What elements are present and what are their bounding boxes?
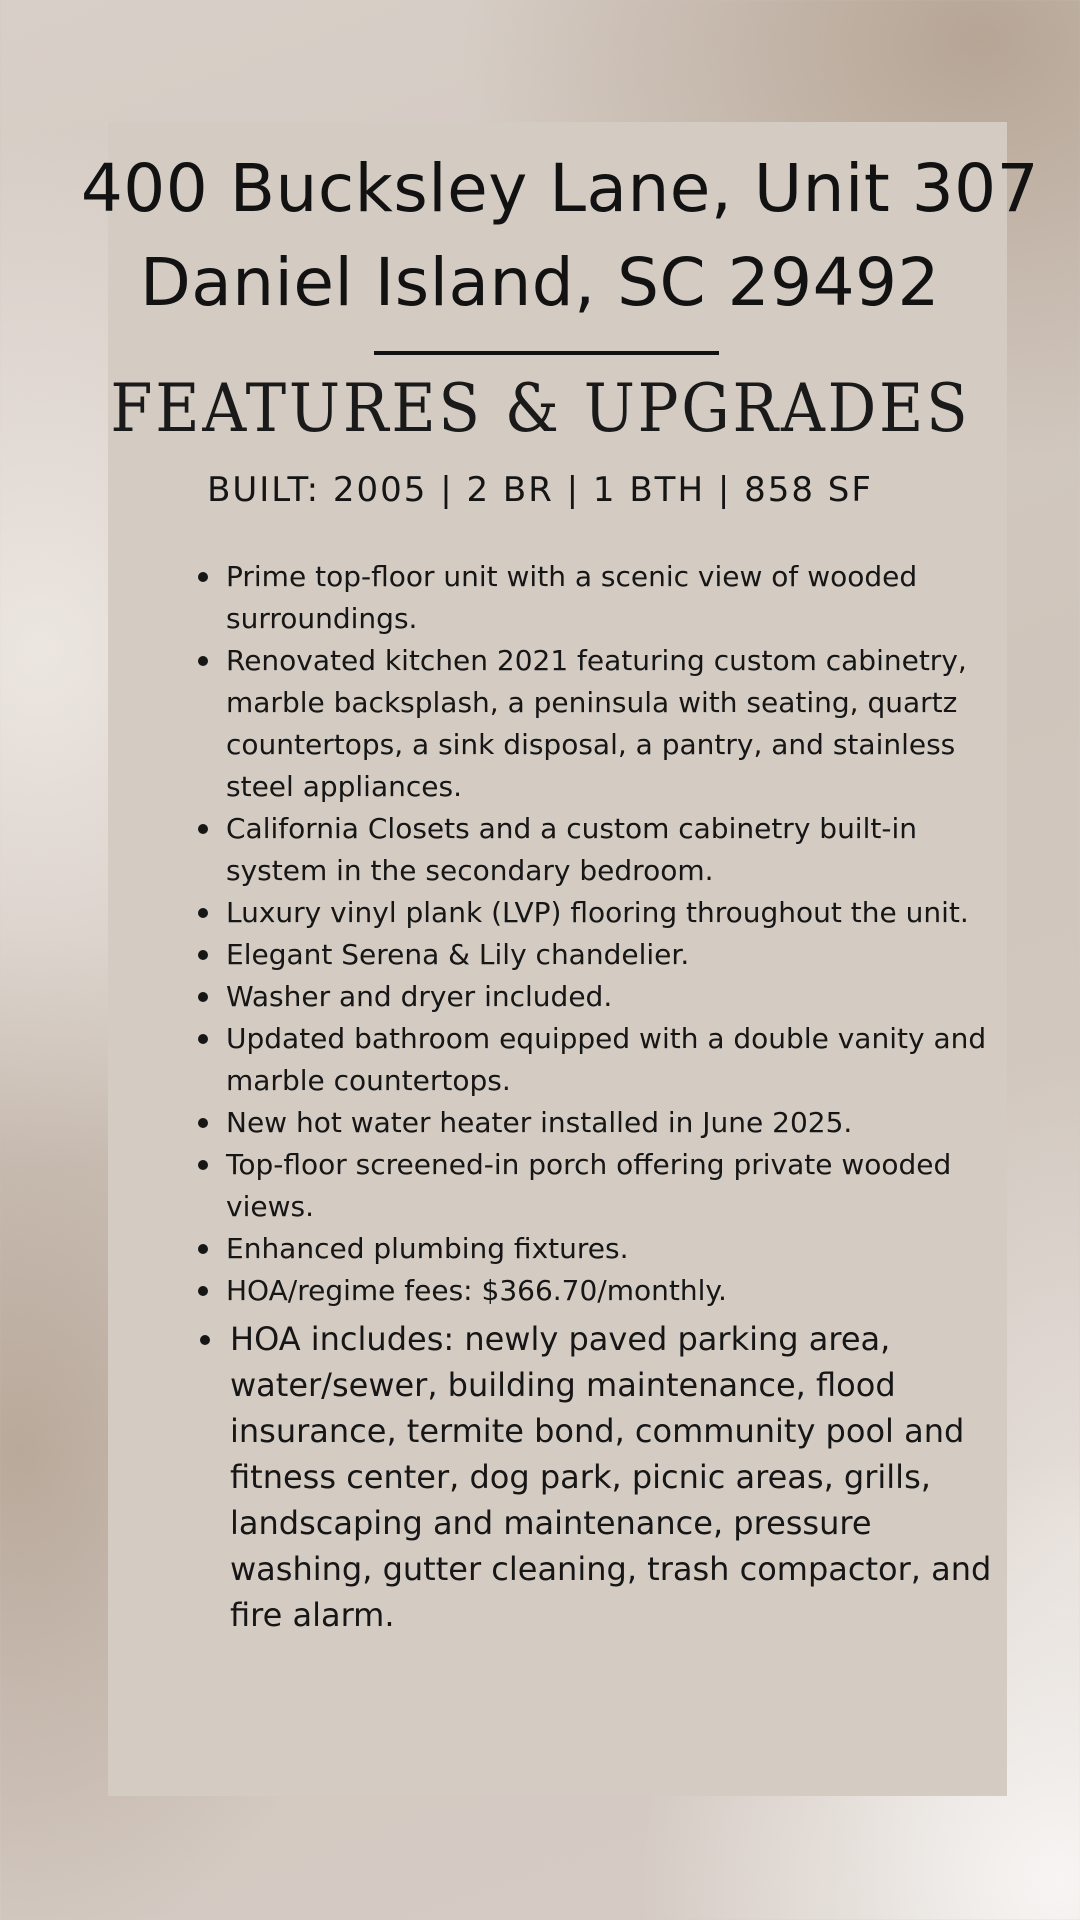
list-item (194, 640, 994, 808)
bullet-icon (198, 656, 208, 666)
bullet-icon (198, 1118, 208, 1128)
list-item-text: Updated bathroom equipped with a double vanity and marble countertops. (226, 1022, 987, 1097)
list-item-text: Enhanced plumbing fixtures. (226, 1232, 629, 1265)
list-item (194, 1270, 994, 1312)
list-item (194, 892, 994, 934)
list-item-text: Elegant Serena & Lily chandelier. (226, 938, 690, 971)
list-item-text: Washer and dryer included. (226, 980, 613, 1013)
list-item-text: Renovated kitchen 2021 featuring custom cabinetry, marble backsplash, a peninsula with seating, quartz countertops, a sink disposal, a pantry, and stainless steel appliances. (226, 644, 967, 803)
list-item (194, 1228, 994, 1270)
address-line-2: Daniel Island, SC 29492 (139, 244, 941, 321)
section-heading (0, 370, 1080, 447)
bullet-icon (200, 1335, 210, 1345)
address-line-1: 400 Bucksley Lane, Unit 307 (80, 150, 1040, 227)
list-item (194, 1102, 994, 1144)
list-item-text: California Closets and a custom cabinetry built-in system in the secondary bedroom. (226, 812, 917, 887)
bullet-icon (198, 992, 208, 1002)
list-item (194, 934, 994, 976)
list-item (194, 1018, 994, 1102)
bullet-icon (198, 908, 208, 918)
bullet-icon (198, 1244, 208, 1254)
features-list (194, 556, 994, 1638)
divider (374, 351, 719, 355)
list-item-text: Luxury vinyl plank (LVP) flooring throughout the unit. (226, 896, 969, 929)
list-item-text: New hot water heater installed in June 2025. (226, 1106, 853, 1139)
bullet-icon (198, 824, 208, 834)
list-item (194, 1316, 994, 1638)
bullet-icon (198, 1286, 208, 1296)
section-heading-text: FEATURES & UPGRADES (109, 370, 971, 447)
list-item-text: HOA/regime fees: $366.70/monthly. (226, 1274, 727, 1307)
bullet-icon (198, 950, 208, 960)
list-item-text: HOA includes: newly paved parking area, water/sewer, building maintenance, flood insurance, termite bond, community pool and fitness center, dog park, picnic areas, grills, landscaping and maintenance, pressure washing, gutter cleaning, trash compactor, and fire alarm. (230, 1320, 992, 1634)
bullet-icon (198, 1160, 208, 1170)
list-item (194, 976, 994, 1018)
list-item (194, 808, 994, 892)
list-item-text: Top-floor screened-in porch offering private wooded views. (226, 1148, 952, 1223)
bullet-icon (198, 572, 208, 582)
list-item (194, 1144, 994, 1228)
bullet-icon (198, 1034, 208, 1044)
list-item-text: Prime top-floor unit with a scenic view of wooded surroundings. (226, 560, 918, 635)
list-item (194, 556, 994, 640)
property-specs: BUILT: 2005 | 2 BR | 1 BTH | 858 SF (207, 470, 873, 510)
